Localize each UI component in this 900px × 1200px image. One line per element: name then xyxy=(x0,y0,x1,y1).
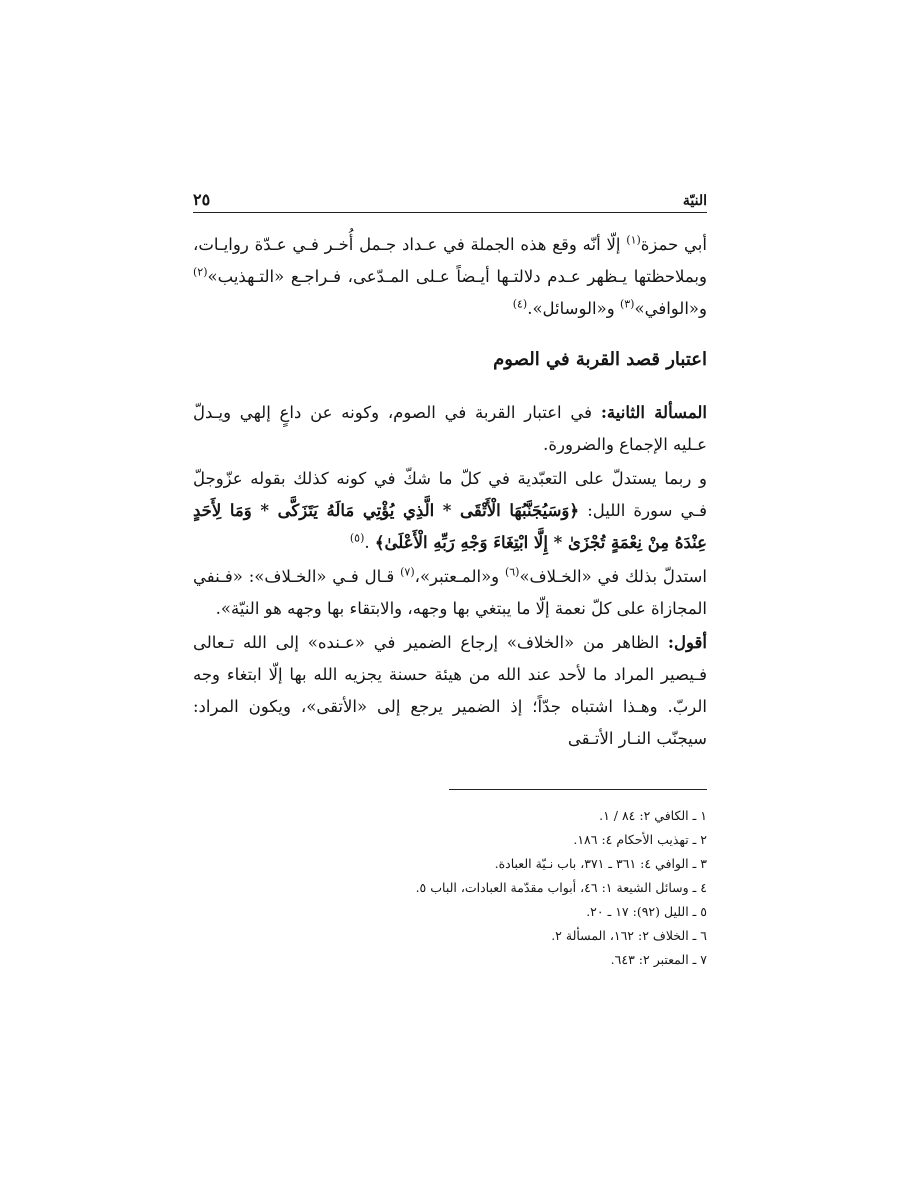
paragraph-5-text: الظاهر من «الخلاف» إرجاع الضمير في «عـنده» إلى الله تـعالى فـيصير المراد ما لأحد عند الله من هيئة حسنة يجزيه الله بها إلّا ابتغاء وجه الربّ. وهـذا اشتباه جدّاً؛ إذ الضمير يرجع إلى «الأتقى»، ويكون المراد: سيجنّب النـار الأتـقى xyxy=(193,633,707,748)
paragraph-1 xyxy=(193,229,707,325)
paragraph-1-text-c: و«الوافي» xyxy=(634,299,707,318)
quran-verse: ﴿وَسَيُجَنَّبُهَا الْأَتْقَى * الَّذِي يُؤْتِي مَالَهُ يَتَزَكَّى * وَمَا لِأَحَدٍ عِنْدَهُ مِنْ نِعْمَةٍ تُجْزَىٰ * إِلَّا ابْتِغَاءَ وَجْهِ رَبِّهِ الْأَعْلَىٰ﴾ xyxy=(193,501,707,552)
footnote-1: ١ ـ الكافي ٢: ٨٤ / ١. xyxy=(599,808,707,823)
paragraph-3-text-b: . xyxy=(364,533,375,552)
footnotes-list xyxy=(193,804,707,972)
paragraph-5 xyxy=(193,627,707,755)
main-text xyxy=(193,229,707,755)
footnote-ref-7: (٧) xyxy=(400,565,415,579)
footnote-ref-5: (٥) xyxy=(349,531,365,545)
paragraph-2-text: في اعتبار القربة في الصوم، وكونه عن داعٍ إلهي ويـدلّ عـليه الإجماع والضرورة. xyxy=(193,403,707,454)
paragraph-1-text-d: و«الوسائل». xyxy=(527,299,620,318)
footnote-ref-2: (٢) xyxy=(193,265,208,279)
paragraph-4-text-b: و«المـعتبر»، xyxy=(414,567,505,586)
footnote-6: ٦ ـ الخلاف ٢: ١٦٢، المسألة ٢. xyxy=(551,928,707,943)
footnote-ref-1: (١) xyxy=(626,233,641,247)
footnote-3: ٣ ـ الوافي ٤: ٣٦١ ـ ٣٧١، باب نـيّة العبادة. xyxy=(494,856,707,871)
footnote-separator xyxy=(449,789,707,790)
page-number: ٢٥ xyxy=(193,190,211,209)
footnote-ref-3: (٣) xyxy=(619,297,635,311)
author-comment-label: أقول: xyxy=(667,633,707,652)
paragraph-3-text-a: و ربما يستدلّ على التعبّدية في كلّ ما شكّ في كونه كذلك بقوله عزّوجلّ فـي سورة الليل: xyxy=(193,469,707,520)
paragraph-1-text-b: إلّا أنّه وقع هذه الجملة في عـداد جـمل أُخـر فـي عـدّة روايـات، وبملاحظتها يـظهر عـدم دلالتـها أيـضاً عـلى المـدّعى، فـراجـع «التـهذيب» xyxy=(193,235,707,286)
footnote-7: ٧ ـ المعتبر ٢: ٦٤٣. xyxy=(610,952,707,967)
section-heading: اعتبار قصد القربة في الصوم xyxy=(493,349,707,370)
footnote-4: ٤ ـ وسائل الشيعة ١: ٤٦، أبواب مقدّمة العبادات، الباب ٥. xyxy=(415,880,707,895)
footnote-ref-4: (٤) xyxy=(512,297,528,311)
paragraph-4-text-c: قـال فـي «الخـلاف»: «فـنفي المجازاة على كلّ نعمة إلّا ما يبتغي بها وجهه، والابتقاء بها وجهه هو النيّة». xyxy=(193,567,707,618)
footnote-ref-6: (٦) xyxy=(504,565,520,579)
footnote-2: ٢ ـ تهذيب الأحكام ٤: ١٨٦. xyxy=(573,832,707,847)
running-header xyxy=(193,185,707,213)
paragraph-2 xyxy=(193,397,707,461)
book-page xyxy=(193,185,707,972)
chapter-title: النيّة xyxy=(682,193,707,209)
paragraph-1-text-a: أبي حمزة xyxy=(640,235,707,254)
footnote-5: ٥ ـ الليل (٩٢): ١٧ ـ ٢٠. xyxy=(586,904,707,919)
issue-label: المسألة الثانية: xyxy=(600,403,707,422)
paragraph-4 xyxy=(193,561,707,625)
paragraph-3 xyxy=(193,463,707,559)
paragraph-4-text-a: استدلّ بذلك في «الخـلاف» xyxy=(519,567,707,586)
